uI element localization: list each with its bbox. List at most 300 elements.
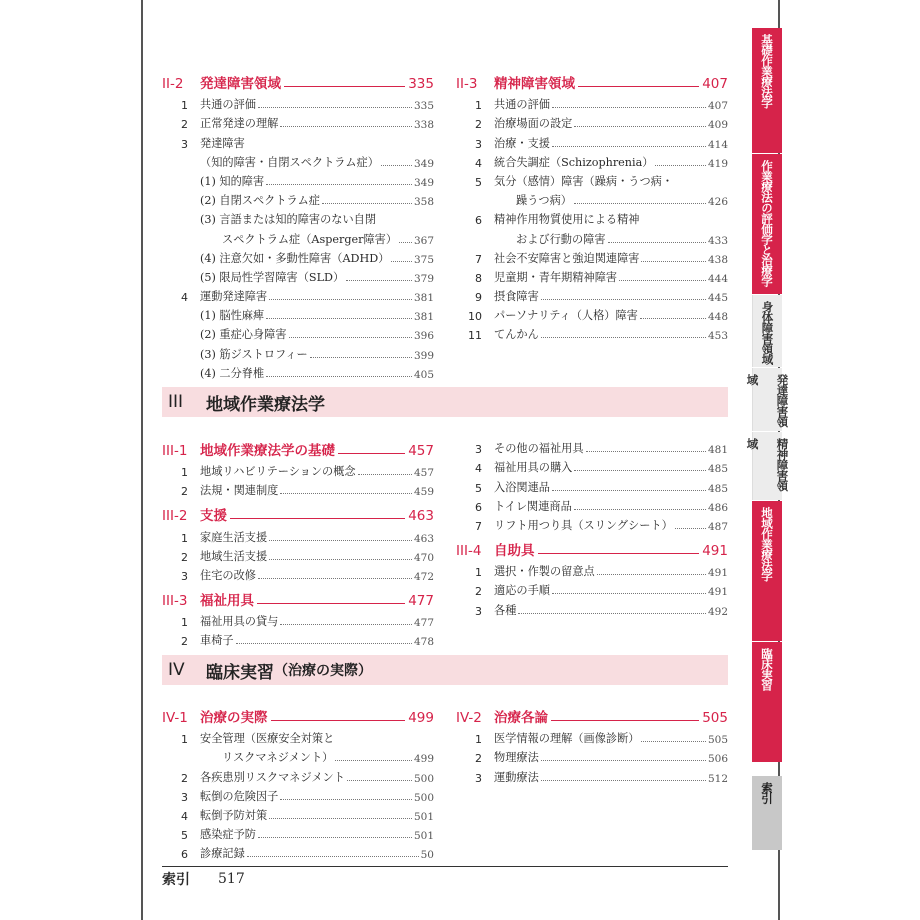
section-title: 治療各論 [494,710,548,726]
dot-leader [574,509,706,510]
toc-entry[interactable] [162,266,434,285]
entry-page: 472 [413,570,434,583]
index-label: 索引 [162,872,190,888]
entry-page: 478 [413,636,434,649]
dot-leader [552,490,706,491]
entry-page: 419 [707,157,728,170]
dot-leader [574,470,706,471]
toc-entry[interactable] [162,189,434,208]
toc-entry[interactable] [162,285,434,304]
entry-title: 福祉用具の貸与 [200,615,279,629]
toc-entry[interactable] [162,304,434,323]
entry-number: 9 [475,291,482,305]
section-page: 463 [408,508,434,525]
entry-page: 500 [413,772,434,785]
entry-page: 349 [413,176,434,189]
entry-page: 379 [413,272,434,285]
entry-title: 統合失調症（Schizophrenia） [494,155,654,169]
toc-entry[interactable] [456,456,728,475]
toc-entry[interactable] [456,598,728,617]
entry-page: 491 [707,567,728,580]
entry-number: 2 [181,118,188,132]
entry-title: 運動発達障害 [200,290,268,304]
entry-page: 448 [707,311,728,324]
side-tab[interactable] [752,154,782,294]
dot-leader [269,540,412,541]
side-tab-label: 基礎作業療法学 [760,34,774,108]
entry-page: 409 [707,119,728,132]
toc-column-right [456,437,728,618]
entry-page: 470 [413,551,434,564]
section-heading[interactable] [162,704,434,726]
toc-entry[interactable] [162,629,434,648]
dot-leader [269,299,412,300]
toc-entry[interactable] [456,170,728,189]
dot-leader [675,528,706,529]
dot-leader [640,318,706,319]
entry-number: 5 [181,829,188,843]
entry-title: 法規・関連制度 [200,484,279,498]
toc-entry[interactable] [162,362,434,381]
leader-line [551,720,699,721]
entry-number: 3 [475,771,482,785]
toc-entry[interactable] [162,610,434,629]
toc-entry[interactable] [456,227,728,246]
entry-title: 社会不安障害と強迫関連障害 [494,251,640,265]
entry-page: 407 [707,100,728,113]
dot-leader [381,165,412,166]
entry-page: 500 [413,791,434,804]
entry-title: 転倒予防対策 [200,808,268,822]
section-heading[interactable] [162,437,434,459]
entry-number: 2 [475,585,482,599]
section-title: 治療の実際 [200,710,268,726]
dot-leader [266,184,412,185]
entry-title: 物理療法 [494,751,539,765]
side-tab[interactable] [752,501,782,641]
section-title: 地域作業療法学の基礎 [200,443,335,459]
toc-entry[interactable] [456,247,728,266]
entry-title: (4) 二分脊椎 [200,366,265,380]
side-tab-label: 作業療法の評価学と治療学 [760,160,774,286]
dot-leader [552,593,706,594]
toc-entry[interactable] [162,765,434,784]
section-number: III-3 [162,592,188,609]
entry-number: 6 [475,500,482,514]
entry-title: 住宅の改修 [200,568,256,582]
entry-title: 福祉用具の購入 [494,461,573,475]
toc-entry[interactable] [456,131,728,150]
section-title: 自助具 [494,542,535,559]
dot-leader [541,780,706,781]
entry-page: 426 [707,196,728,209]
dot-leader [399,242,412,243]
dot-leader [641,741,706,742]
entry-page: 444 [707,272,728,285]
section-heading[interactable] [162,502,434,524]
entry-page: 492 [707,605,728,618]
entry-page: 405 [413,368,434,381]
leader-line [271,720,406,721]
entry-title: 共通の評価 [494,98,550,112]
entry-page: 338 [413,119,434,132]
entry-number: 5 [475,481,482,495]
entry-title: 地域リハビリテーションの概念 [200,465,356,479]
section-title: 支援 [200,508,227,525]
entry-title: (3) 言語または知的障害のない自閉 [200,213,377,227]
entry-title: 選択・作製の留意点 [494,565,595,579]
dot-leader [280,624,412,625]
leader-line [284,86,405,87]
section-number: III-4 [456,542,482,559]
entry-number: 8 [475,271,482,285]
entry-title: 気分（感情）障害（躁病・うつ病・ [494,174,674,188]
dot-leader [310,357,412,358]
entry-page: 463 [413,532,434,545]
part-title: 臨床実習 [206,662,274,683]
entry-title: その他の福祉用具 [494,442,584,456]
entry-page: 433 [707,234,728,247]
entry-title: 児童期・青年期精神障害 [494,270,618,284]
toc-entry[interactable] [456,304,728,323]
entry-page: 457 [413,467,434,480]
entry-page: 335 [413,100,434,113]
entry-number: 4 [181,809,188,823]
toc-entry[interactable] [162,545,434,564]
leader-line [338,453,405,454]
entry-page: 414 [707,138,728,151]
entry-title: リスクマネジメント） [222,751,334,765]
side-tab-label: 臨床実習 [760,648,774,690]
entry-title: 共通の評価 [200,98,256,112]
leader-line [578,86,699,87]
entry-title: 躁うつ病） [516,194,572,208]
entry-number: 3 [475,137,482,151]
toc-entry[interactable] [456,208,728,227]
entry-title: 摂食障害 [494,290,539,304]
dot-leader [541,337,706,338]
entry-number: 2 [475,118,482,132]
toc-entry[interactable] [162,727,434,746]
dot-leader [280,493,412,494]
entry-number: 3 [475,604,482,618]
dot-leader [258,837,412,838]
entry-page: 477 [413,617,434,630]
side-tab[interactable] [752,776,782,850]
leader-line [538,553,700,554]
entry-page: 50 [420,849,434,862]
section-number: IV-1 [162,710,188,726]
dot-leader [280,126,412,127]
entry-number: 1 [181,733,188,747]
entry-page: 481 [707,444,728,457]
entry-title: 適応の手順 [494,584,550,598]
dot-leader [346,280,412,281]
dot-leader [289,337,412,338]
entry-number: 4 [475,156,482,170]
side-tab-label: 身体障害領域 [760,301,775,364]
toc-entry[interactable] [162,323,434,342]
dot-leader [266,376,412,377]
toc-entry[interactable] [456,285,728,304]
toc-entry[interactable] [162,151,434,170]
toc-entry[interactable] [162,208,434,227]
entry-number: 1 [181,99,188,113]
toc-entry[interactable] [162,247,434,266]
entry-title: 各種 [494,603,517,617]
toc-entry[interactable] [456,112,728,131]
entry-page: 501 [413,810,434,823]
entry-page: 349 [413,157,434,170]
entry-number: 1 [181,531,188,545]
entry-page: 485 [707,463,728,476]
entry-number: 2 [181,771,188,785]
section-heading[interactable] [456,704,728,726]
dot-leader [258,578,412,579]
section-number: II-2 [162,76,184,92]
toc-entry[interactable] [162,785,434,804]
side-tab-label: 地域作業療法学 [760,507,774,581]
entry-page: 367 [413,234,434,247]
entry-number: 2 [181,635,188,649]
toc-entry[interactable] [162,525,434,544]
entry-title: 運動療法 [494,770,539,784]
entry-number: 3 [181,790,188,804]
section-heading[interactable] [162,70,434,92]
entry-title: (1) 脳性麻痺 [200,309,265,323]
entry-number: 2 [475,752,482,766]
entry-number: 6 [475,214,482,228]
entry-title: 医学情報の理解（画像診断） [494,732,640,746]
toc-entry[interactable] [456,495,728,514]
entry-page: 399 [413,349,434,362]
dot-leader [619,280,706,281]
entry-title: （知的障害・自閉スペクトラム症） [200,155,379,169]
entry-page: 381 [413,292,434,305]
toc-entry[interactable] [162,746,434,765]
entry-title: 地域生活支援 [200,549,268,563]
toc-entry[interactable] [456,437,728,456]
side-tab[interactable] [745,368,790,431]
entry-page: 438 [707,253,728,266]
entry-page: 445 [707,292,728,305]
dot-leader [552,107,706,108]
dot-leader [586,451,706,452]
side-tab-label: 索引 [760,782,774,803]
toc-entry[interactable] [162,479,434,498]
toc-column-right [456,70,728,342]
section-page: 499 [408,710,434,726]
entry-page: 453 [707,330,728,343]
toc-entry[interactable] [162,564,434,583]
entry-title: 入浴関連品 [494,480,550,494]
section-number: III-2 [162,508,188,525]
entry-title: (3) 筋ジストロフィー [200,347,308,361]
entry-title: 発達障害 [200,136,245,150]
entry-page: 381 [413,311,434,324]
entry-number: 1 [475,733,482,747]
entry-title: (2) 自閉スペクトラム症 [200,194,320,208]
toc-column-left [162,704,434,861]
section-page: 505 [702,710,728,726]
side-tab-label: 発達障害領域 [745,374,790,427]
entry-number: 1 [181,466,188,480]
entry-number: 4 [181,291,188,305]
part-subtitle: （治療の実際） [274,663,372,679]
entry-title: 家庭生活支援 [200,530,268,544]
entry-number: 1 [475,566,482,580]
toc-entry[interactable] [162,460,434,479]
entry-title: 治療場面の設定 [494,117,573,131]
toc-entry[interactable] [162,170,434,189]
side-tab[interactable] [752,28,782,153]
toc-entry[interactable] [162,842,434,861]
dot-leader [347,780,412,781]
toc-entry[interactable] [456,266,728,285]
entry-number: 1 [181,616,188,630]
dot-leader [608,242,706,243]
dot-leader [280,799,412,800]
toc-entry[interactable] [162,227,434,246]
dot-leader [518,613,706,614]
toc-column-left [162,437,434,648]
dot-leader [597,574,706,575]
entry-page: 396 [413,330,434,343]
entry-page: 358 [413,196,434,209]
entry-page: 375 [413,253,434,266]
toc-entry[interactable] [162,823,434,842]
side-tab[interactable] [752,295,782,367]
entry-page: 459 [413,486,434,499]
section-number: III-1 [162,443,188,459]
dot-leader [655,165,706,166]
toc-entry[interactable] [456,514,728,533]
entry-number: 7 [475,252,482,266]
section-page: 457 [408,443,434,459]
entry-title: スペクトラム症（Asperger障害） [222,232,398,246]
entry-page: 487 [707,520,728,533]
entry-title: (5) 限局性学習障害（SLD） [200,270,345,284]
dot-leader [541,299,706,300]
toc-entry[interactable] [162,93,434,112]
entry-number: 11 [468,329,482,343]
section-title: 精神障害領域 [494,76,575,92]
entry-title: 安全管理（医療安全対策と [200,732,335,746]
toc-entry[interactable] [456,93,728,112]
dot-leader [322,203,412,204]
toc-entry[interactable] [456,189,728,208]
entry-page: 486 [707,501,728,514]
index-page: 517 [218,871,245,887]
entry-number: 4 [475,462,482,476]
toc-entry[interactable] [456,765,728,784]
section-page: 477 [408,592,434,609]
entry-title: 感染症予防 [200,828,256,842]
toc-entry[interactable] [456,746,728,765]
section-page: 335 [408,76,434,92]
entry-title: パーソナリティ（人格）障害 [494,309,638,323]
toc-entry[interactable] [162,804,434,823]
entry-title: 転倒の危険因子 [200,789,279,803]
part-number: IV [168,660,185,680]
side-tab[interactable] [745,432,790,500]
toc-entry[interactable] [456,151,728,170]
dot-leader [258,107,412,108]
entry-number: 7 [475,519,482,533]
dot-leader [269,818,412,819]
dot-leader [574,203,706,204]
section-heading[interactable] [162,587,434,609]
toc-entry[interactable] [162,112,434,131]
dot-leader [391,261,412,262]
entry-page: 491 [707,586,728,599]
section-heading[interactable] [456,70,728,92]
entry-number: 10 [468,310,482,324]
part-heading-iv [162,655,728,685]
toc-entry[interactable] [456,727,728,746]
entry-title: 精神作用物質使用による精神 [494,213,640,227]
entry-title: (4) 注意欠如・多動性障害（ADHD） [200,251,390,265]
toc-column-left [162,70,434,381]
dot-leader [269,559,412,560]
section-number: II-3 [456,76,478,92]
entry-page: 505 [707,734,728,747]
entry-title: (2) 重症心身障害 [200,328,287,342]
side-tab-label: 精神障害領域 [745,438,790,491]
entry-page: 506 [707,753,728,766]
leader-line [230,518,405,519]
toc-entry[interactable] [456,560,728,579]
index-entry[interactable] [162,866,728,891]
side-tab[interactable] [752,642,782,762]
entry-title: 車椅子 [200,634,234,648]
dot-leader [358,474,412,475]
section-title: 発達障害領域 [200,76,281,92]
section-number: IV-2 [456,710,482,726]
entry-number: 3 [475,443,482,457]
dot-leader [266,318,412,319]
entry-title: リフト用つり具（スリングシート） [494,518,673,532]
entry-number: 2 [181,485,188,499]
entry-title: 正常発達の理解 [200,117,279,131]
entry-title: および行動の障害 [516,232,606,246]
dot-leader [335,760,412,761]
entry-title: 治療・支援 [494,136,550,150]
toc-entry[interactable] [162,342,434,361]
dot-leader [574,126,706,127]
leader-line [257,603,405,604]
dot-leader [641,261,706,262]
toc-entry[interactable] [456,323,728,342]
section-page: 407 [702,76,728,92]
entry-number: 2 [181,550,188,564]
section-title: 福祉用具 [200,592,254,609]
toc-entry[interactable] [162,131,434,150]
section-heading[interactable] [456,537,728,559]
toc-entry[interactable] [456,475,728,494]
dot-leader [552,146,706,147]
part-title: 地域作業療法学 [206,394,325,415]
toc-entry[interactable] [456,579,728,598]
entry-title: 各疾患別リスクマネジメント [200,770,345,784]
entry-title: トイレ関連商品 [494,499,572,513]
entry-number: 5 [475,175,482,189]
entry-number: 1 [475,99,482,113]
toc-column-right [456,704,728,785]
entry-number: 3 [181,137,188,151]
entry-number: 3 [181,569,188,583]
dot-leader [247,856,419,857]
